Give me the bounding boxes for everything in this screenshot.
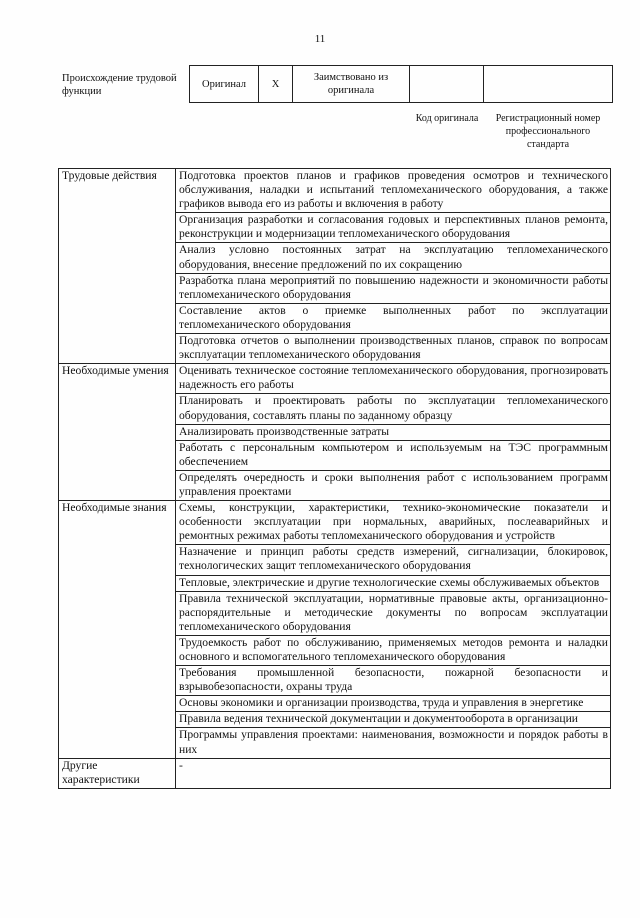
section-item: Требования промышленной безопасности, пожарной безопасности и взрывобезопасности, охраны труда [176, 666, 611, 696]
table-row [59, 758, 611, 788]
section-title: Трудовые действия [59, 169, 176, 364]
section-item: Составление актов о приемке выполненных работ по эксплуатации тепломеханического оборудования [176, 303, 611, 333]
table-row [59, 364, 611, 394]
page-number: 11 [314, 33, 326, 45]
section-item: Тепловые, электрические и другие технологические схемы обслуживаемых объектов [176, 575, 611, 591]
borrowed-cell: Заимствовано из оригинала [293, 66, 410, 103]
table-row [59, 169, 611, 213]
section-item: Разработка плана мероприятий по повышению надежности и экономичности работы тепломеханического оборудования [176, 273, 611, 303]
code-cell [410, 66, 484, 103]
section-title: Другие характеристики [59, 758, 176, 788]
section-item: Правила технической эксплуатации, нормативные правовые акты, организационно-распорядительные и методические документы по вопросам эксплуатации тепломеханического оборудования [176, 591, 611, 635]
labor-function-table [58, 168, 611, 789]
section-item: Правила ведения технической документации и документооборота в организации [176, 712, 611, 728]
reg-number-caption: Регистрационный номер профессионального стандарта [495, 113, 601, 150]
section-title: Необходимые знания [59, 501, 176, 759]
section-item: Подготовка проектов планов и графиков проведения осмотров и технического обслуживания, наладки и испытаний тепломеханического оборудования, а также графиков вывода его из работы и включения в работу [176, 169, 611, 213]
origin-label: Происхождение трудовой функции [62, 73, 177, 97]
section-item: - [176, 758, 611, 788]
reg-number-cell [484, 66, 613, 103]
original-mark: X [259, 66, 293, 103]
section-item: Программы управления проектами: наименования, возможности и порядок работы в них [176, 728, 611, 758]
section-item: Определять очередность и сроки выполнения работ с использованием программ управления проектами [176, 470, 611, 500]
section-item: Анализировать производственные затраты [176, 424, 611, 440]
section-item: Подготовка отчетов о выполнении производственных планов, справок по вопросам эксплуатации тепломеханического оборудования [176, 334, 611, 364]
section-title: Необходимые умения [59, 364, 176, 501]
section-item: Оценивать техническое состояние тепломеханического оборудования, прогнозировать надежность его работы [176, 364, 611, 394]
section-item: Организация разработки и согласования годовых и перспективных планов ремонта, реконструкции и модернизации тепломеханического оборудования [176, 213, 611, 243]
section-item: Планировать и проектировать работы по эксплуатации тепломеханического оборудования, составлять планы по заданному образцу [176, 394, 611, 424]
section-item: Трудоемкость работ по обслуживанию, применяемых методов ремонта и наладки основного и вспомогательного тепломеханического оборудования [176, 635, 611, 665]
origin-table [189, 65, 613, 103]
section-item: Схемы, конструкции, характеристики, технико-экономические показатели и особенности эксплуатации при нормальных, аварийных, послеаварийных и ремонтных режимах работы тепломеханического оборудования и устройств [176, 501, 611, 545]
section-item: Назначение и принцип работы средств измерений, сигнализации, блокировок, технологических защит тепломеханического оборудования [176, 545, 611, 575]
table-row [59, 501, 611, 545]
section-item: Основы экономики и организации производства, труда и управления в энергетике [176, 696, 611, 712]
code-caption: Код оригинала [415, 113, 479, 124]
original-cell: Оригинал [190, 66, 259, 103]
section-item: Работать с персональным компьютером и используемым на ТЭС программным обеспечением [176, 440, 611, 470]
section-item: Анализ условно постоянных затрат на эксплуатацию тепломеханического оборудования, внесение предложений по их сокращению [176, 243, 611, 273]
